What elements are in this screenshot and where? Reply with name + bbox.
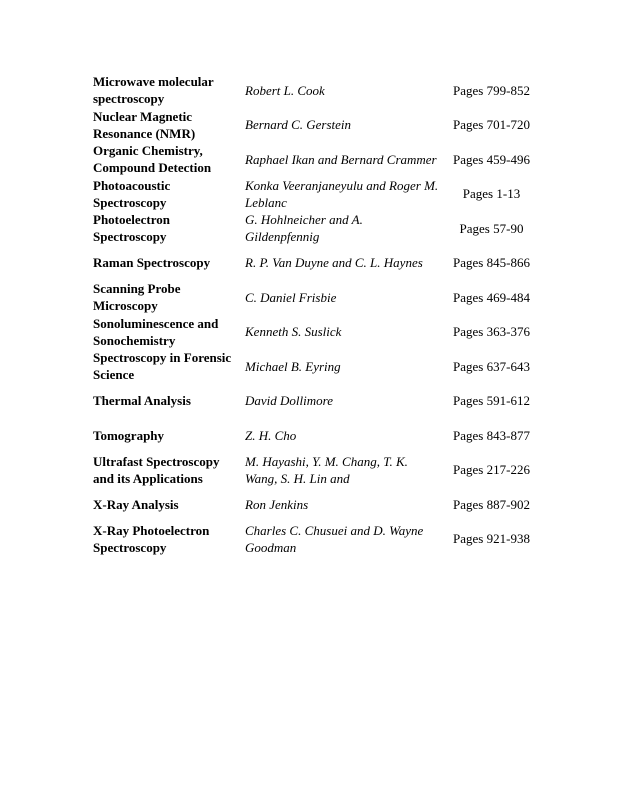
entry-pages: Pages 843-877 bbox=[453, 427, 530, 443]
table-row bbox=[93, 349, 543, 384]
table-row bbox=[93, 211, 543, 246]
entry-title: Microwave molecular spectroscopy bbox=[93, 74, 214, 107]
entry-author: Charles C. Chusuei and D. Wayne Goodman bbox=[245, 522, 424, 555]
entry-title: X-Ray Analysis bbox=[93, 496, 179, 512]
table-row bbox=[93, 487, 543, 522]
entry-title: Nuclear Magnetic Resonance (NMR) bbox=[93, 108, 196, 141]
entry-pages: Pages 469-484 bbox=[453, 289, 530, 305]
entry-author: Michael B. Eyring bbox=[245, 358, 341, 374]
entry-title: Raman Spectroscopy bbox=[93, 255, 211, 271]
entry-author: Kenneth S. Suslick bbox=[245, 324, 342, 340]
entry-title: Ultrafast Spectroscopy and its Applications bbox=[93, 453, 220, 486]
table-row bbox=[93, 142, 543, 177]
table-row bbox=[93, 246, 543, 281]
entry-pages: Pages 591-612 bbox=[453, 393, 530, 409]
table-row bbox=[93, 73, 543, 108]
entry-title: Tomography bbox=[93, 427, 165, 443]
entry-author: C. Daniel Frisbie bbox=[245, 289, 337, 305]
entry-pages: Pages 1-13 bbox=[462, 186, 521, 202]
entry-title: Spectroscopy in Forensic Science bbox=[93, 350, 232, 383]
entry-author: Ron Jenkins bbox=[245, 496, 309, 512]
entry-title: Photoelectron Spectroscopy bbox=[93, 212, 171, 245]
entry-title: X-Ray Photoelectron Spectroscopy bbox=[93, 522, 210, 555]
entry-author: R. P. Van Duyne and C. L. Haynes bbox=[245, 255, 423, 271]
entry-author: Robert L. Cook bbox=[245, 82, 325, 98]
entry-pages: Pages 799-852 bbox=[453, 82, 530, 98]
entry-title: Scanning Probe Microscopy bbox=[93, 281, 181, 314]
entry-pages: Pages 459-496 bbox=[453, 151, 530, 167]
entry-pages: Pages 217-226 bbox=[453, 462, 530, 478]
entry-author: Bernard C. Gerstein bbox=[245, 117, 352, 133]
entry-title: Organic Chemistry, Compound Detection bbox=[93, 143, 212, 176]
table-row bbox=[93, 453, 543, 488]
entry-author: Z. H. Cho bbox=[245, 427, 297, 443]
table-row bbox=[93, 108, 543, 143]
entry-pages: Pages 701-720 bbox=[453, 117, 530, 133]
entry-author: M. Hayashi, Y. M. Chang, T. K. Wang, S. H. Lin and bbox=[245, 453, 408, 486]
entry-pages: Pages 887-902 bbox=[453, 496, 530, 512]
entry-pages: Pages 363-376 bbox=[453, 324, 530, 340]
contents-table-body bbox=[93, 73, 543, 556]
table-row bbox=[93, 315, 543, 350]
entry-author: Konka Veeranjaneyulu and Roger M. Leblanc bbox=[245, 177, 439, 210]
table-row bbox=[93, 177, 543, 212]
entry-title: Sonoluminescence and Sonochemistry bbox=[93, 315, 219, 348]
entry-title: Photoacoustic Spectroscopy bbox=[93, 177, 171, 210]
contents-table bbox=[93, 73, 543, 556]
table-row bbox=[93, 418, 543, 453]
table-row bbox=[93, 384, 543, 419]
entry-pages: Pages 57-90 bbox=[459, 220, 524, 236]
entry-author: David Dollimore bbox=[245, 393, 333, 409]
entry-author: G. Hohlneicher and A. Gildenpfennig bbox=[245, 212, 363, 245]
entry-title: Thermal Analysis bbox=[93, 393, 191, 409]
table-row bbox=[93, 280, 543, 315]
table-row bbox=[93, 522, 543, 557]
entry-pages: Pages 845-866 bbox=[453, 255, 530, 271]
entry-pages: Pages 921-938 bbox=[453, 531, 530, 547]
entry-pages: Pages 637-643 bbox=[453, 358, 530, 374]
entry-author: Raphael Ikan and Bernard Crammer bbox=[245, 151, 437, 167]
